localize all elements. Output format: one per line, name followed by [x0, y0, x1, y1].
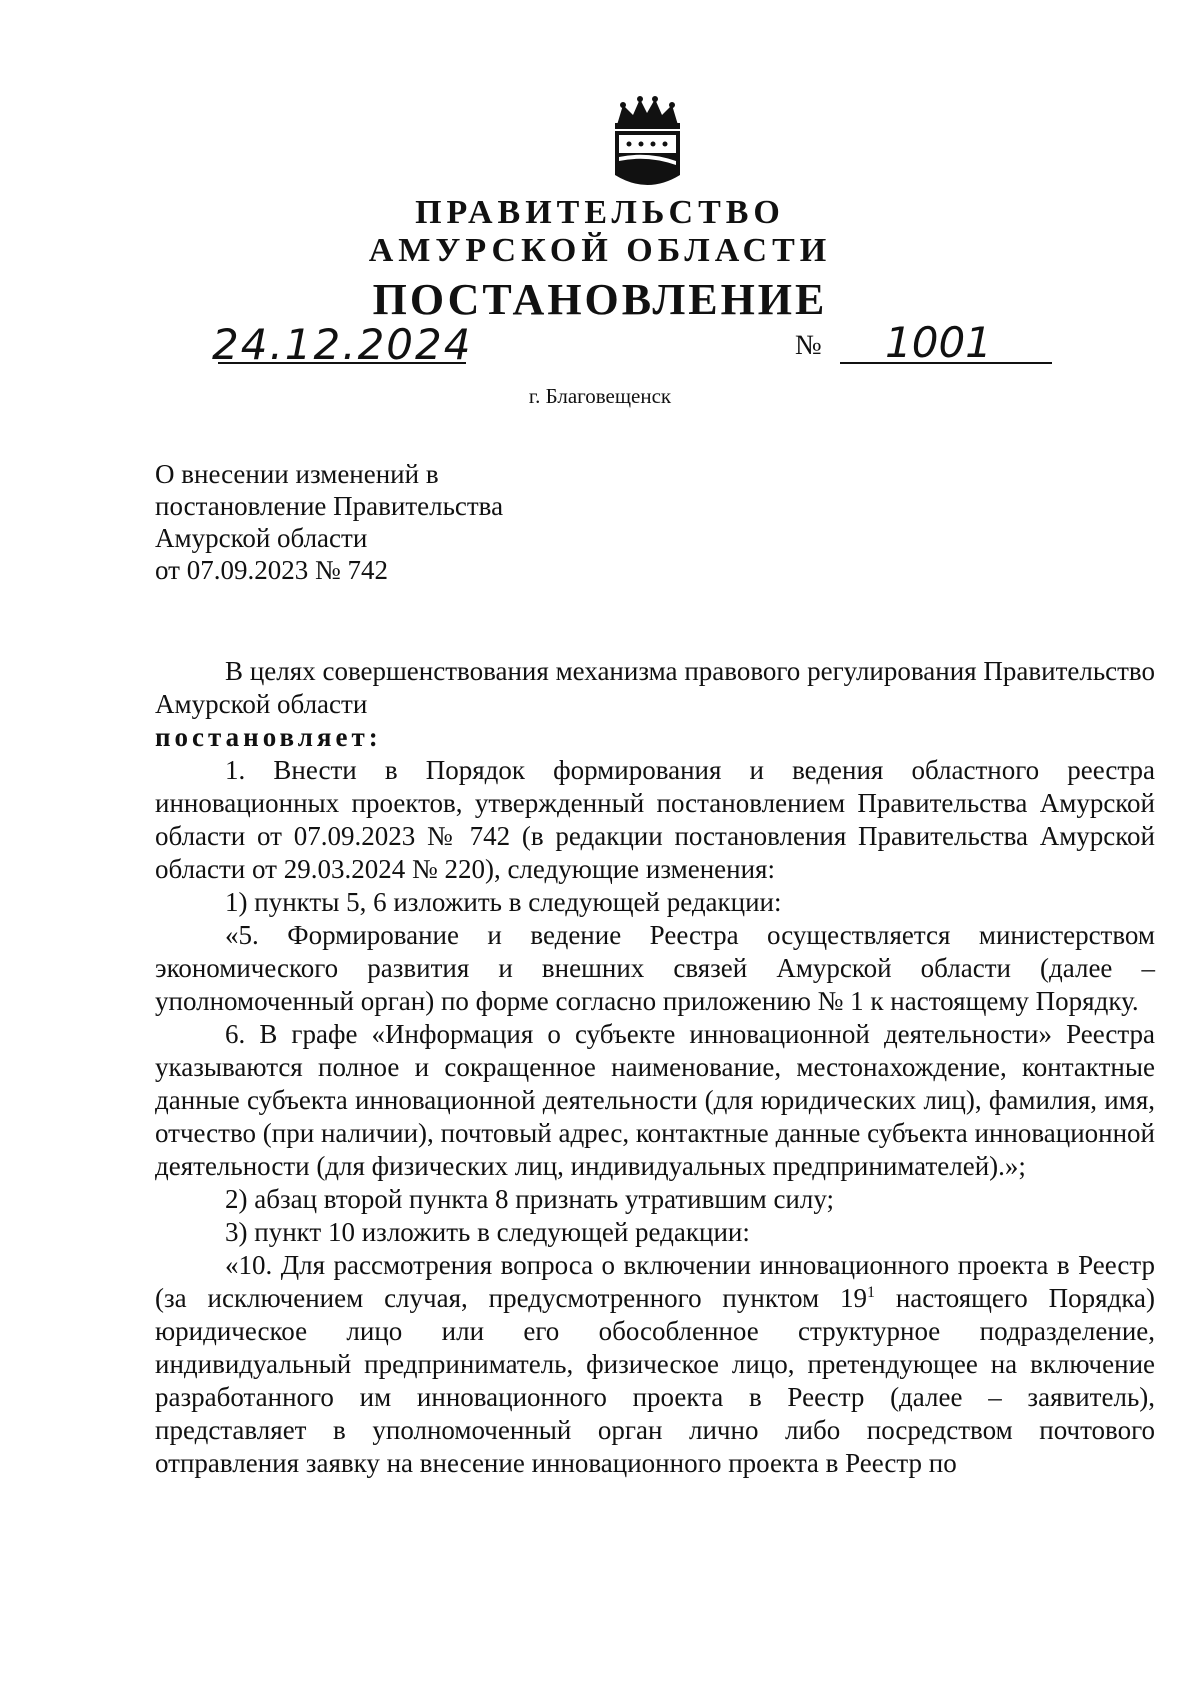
date-underline: [218, 362, 466, 364]
preamble: В целях совершенствования механизма правового регулирования Правительство Амурской области: [155, 656, 1155, 719]
paragraph-6: 3) пункт 10 изложить в следующей редакции:: [225, 1217, 750, 1247]
document-subject: [155, 458, 635, 586]
subject-line: от 07.09.2023 № 742: [155, 555, 388, 585]
paragraph-2: 1) пункты 5, 6 изложить в следующей редакции:: [225, 887, 782, 917]
paragraph-7: «10. Для рассмотрения вопроса о включении инновационного проекта в Реестр (за исключением случая, предусмотренного пунктом $19^1$ настоящего Порядка) юридическое лицо или его обособленное структурное подразделение, индивидуальный предприниматель, физическое лицо, претендующее на включение разработанного им инновационного проекта в Реестр (далее – заявитель), представляет в уполномоченный орган лично либо посредством почтового отправления заявку на внесение инновационного проекта в Реестр по: [155, 1250, 1155, 1478]
paragraph-3: «5. Формирование и ведение Реестра осуществляется министерством экономического развития и внешних связей Амурской области (далее – уполномоченный орган) по форме согласно приложению № 1 к настоящему Порядку.: [155, 920, 1155, 1016]
decides-keyword: постановляет:: [155, 722, 382, 752]
organization-name-line1: ПРАВИТЕЛЬСТВО: [415, 194, 785, 231]
number-label: №: [795, 330, 822, 361]
organization-name-line2: АМУРСКОЙ ОБЛАСТИ: [368, 232, 832, 269]
paragraph-4: 6. В графе «Информация о субъекте инновационной деятельности» Реестра указываются полное и сокращенное наименование, местонахождение, контактные данные субъекта инновационной деятельности (для юридических лиц), фамилия, имя, отчество (при наличии), почтовый адрес, контактные данные субъекта инновационной деятельности (для физических лиц, индивидуальных предпринимателей).»;: [155, 1019, 1155, 1181]
handwritten-date: 24.12.2024: [212, 320, 473, 369]
subject-line: О внесении изменений в: [155, 459, 439, 489]
superscript: 1: [866, 1284, 875, 1301]
document-body: [155, 655, 1155, 1480]
number-underline: [840, 362, 1052, 364]
handwritten-number: 1001: [885, 318, 992, 367]
city: г. Благовещенск: [528, 384, 672, 408]
document-type: ПОСТАНОВЛЕНИЕ: [372, 275, 828, 324]
paragraph-1: 1. Внести в Порядок формирования и ведения областного реестра инновационных проектов, утвержденный постановлением Правительства Амурской области от 07.09.2023 № 742 (в редакции постановления Правительства Амурской области от 29.03.2024 № 220), следующие изменения:: [155, 755, 1155, 884]
subject-line: Амурской области: [155, 523, 368, 553]
paragraph-5: 2) абзац второй пункта 8 признать утратившим силу;: [225, 1184, 835, 1214]
amur-region-coat-of-arms-icon: [605, 95, 690, 191]
subject-line: постановление Правительства: [155, 491, 504, 521]
